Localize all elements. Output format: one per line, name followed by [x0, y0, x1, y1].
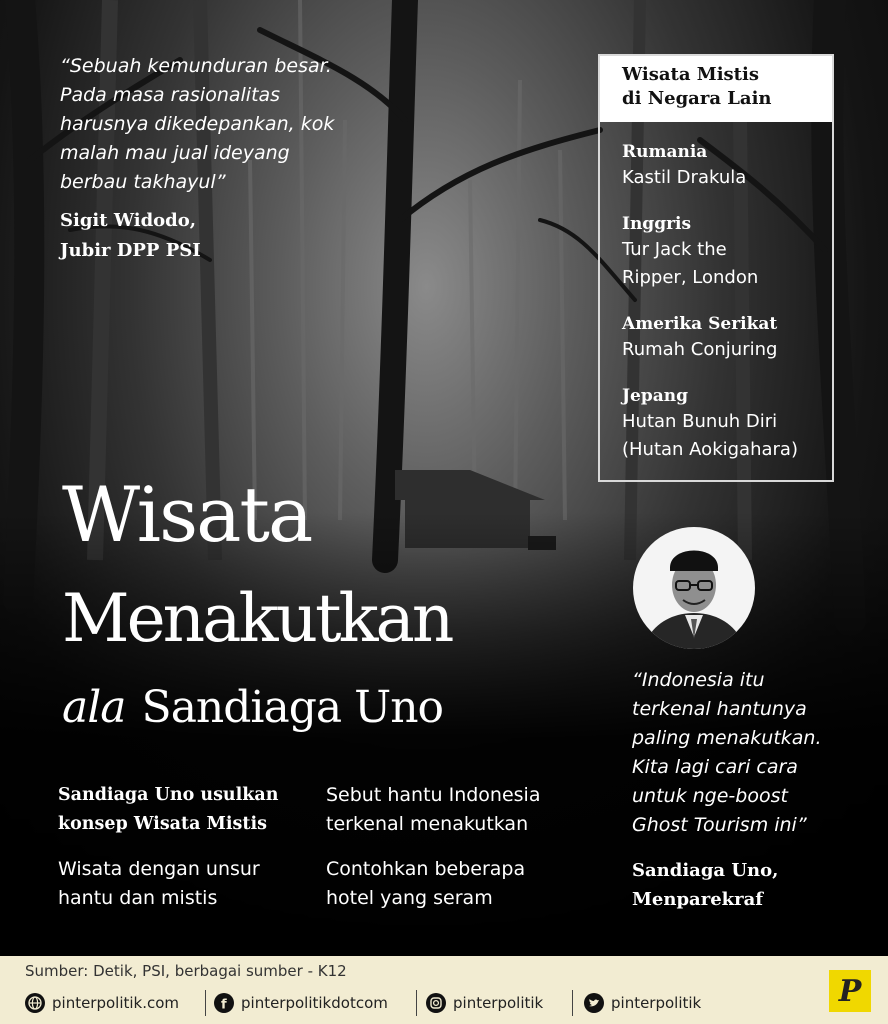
person-icon	[633, 527, 755, 649]
speaker-quote-author: Sandiaga Uno, Menparekraf	[632, 860, 779, 910]
pinterpolitik-logo[interactable]	[829, 970, 871, 1012]
social-label: pinterpolitik	[611, 994, 702, 1012]
social-facebook[interactable]	[214, 992, 388, 1014]
key-point: Sebut hantu Indonesia terkenal menakutkan	[326, 784, 541, 835]
key-point: Sandiaga Uno usulkan konsep Wisata Mistis	[58, 785, 279, 834]
instagram-icon	[426, 993, 446, 1013]
opening-quote-author: Sigit Widodo, Jubir DPP PSI	[60, 210, 201, 261]
key-point: Contohkan beberapa hotel yang seram	[326, 858, 526, 909]
social-label: pinterpolitikdotcom	[241, 994, 388, 1012]
sidebar-title: Wisata Mistis di Negara Lain	[600, 56, 832, 122]
social-label: pinterpolitik	[453, 994, 544, 1012]
social-website[interactable]	[25, 992, 179, 1014]
sidebar-place: Rumah Conjuring	[622, 339, 778, 360]
divider	[572, 990, 573, 1016]
divider	[416, 990, 417, 1016]
sidebar-place: Hutan Bunuh Diri (Hutan Aokigahara)	[622, 411, 798, 460]
speaker-quote: “Indonesia itu terkenal hantunya paling menakutkan. Kita lagi cari cara untuk nge-boost Ghost Tourism ini”	[632, 669, 822, 836]
sidebar-place: Kastil Drakula	[622, 167, 747, 188]
speaker-portrait	[633, 527, 755, 649]
sidebar-country: Amerika Serikat	[622, 314, 778, 334]
headline-ala: ala	[62, 682, 126, 733]
sidebar-country: Rumania	[622, 142, 708, 162]
twitter-icon	[584, 993, 604, 1013]
social-twitter[interactable]	[584, 992, 701, 1014]
sidebar-place: Tur Jack the Ripper, London	[622, 239, 759, 288]
sidebar-country: Jepang	[622, 386, 689, 406]
footer	[0, 956, 888, 1024]
globe-icon	[25, 993, 45, 1013]
headline-name: Sandiaga Uno	[141, 682, 444, 733]
key-point: Wisata dengan unsur hantu dan mistis	[58, 858, 260, 909]
social-label: pinterpolitik.com	[52, 994, 180, 1012]
headline-line-2: Menakutkan	[62, 580, 452, 657]
sidebar-box	[598, 54, 834, 482]
social-instagram[interactable]	[426, 992, 543, 1014]
source-text: Sumber: Detik, PSI, berbagai sumber - K12	[25, 962, 347, 980]
divider	[205, 990, 206, 1016]
opening-quote: “Sebuah kemunduran besar. Pada masa rasionalitas harusnya dikedepankan, kok malah mau jual ideyang berbau takhayul”	[60, 55, 335, 193]
logo-letter: P	[838, 973, 862, 1009]
headline-line-1: Wisata	[62, 470, 312, 559]
sidebar-country: Inggris	[622, 214, 692, 234]
svg-text:f: f	[221, 997, 227, 1013]
facebook-icon	[214, 993, 234, 1013]
headline-line-3	[62, 678, 443, 738]
